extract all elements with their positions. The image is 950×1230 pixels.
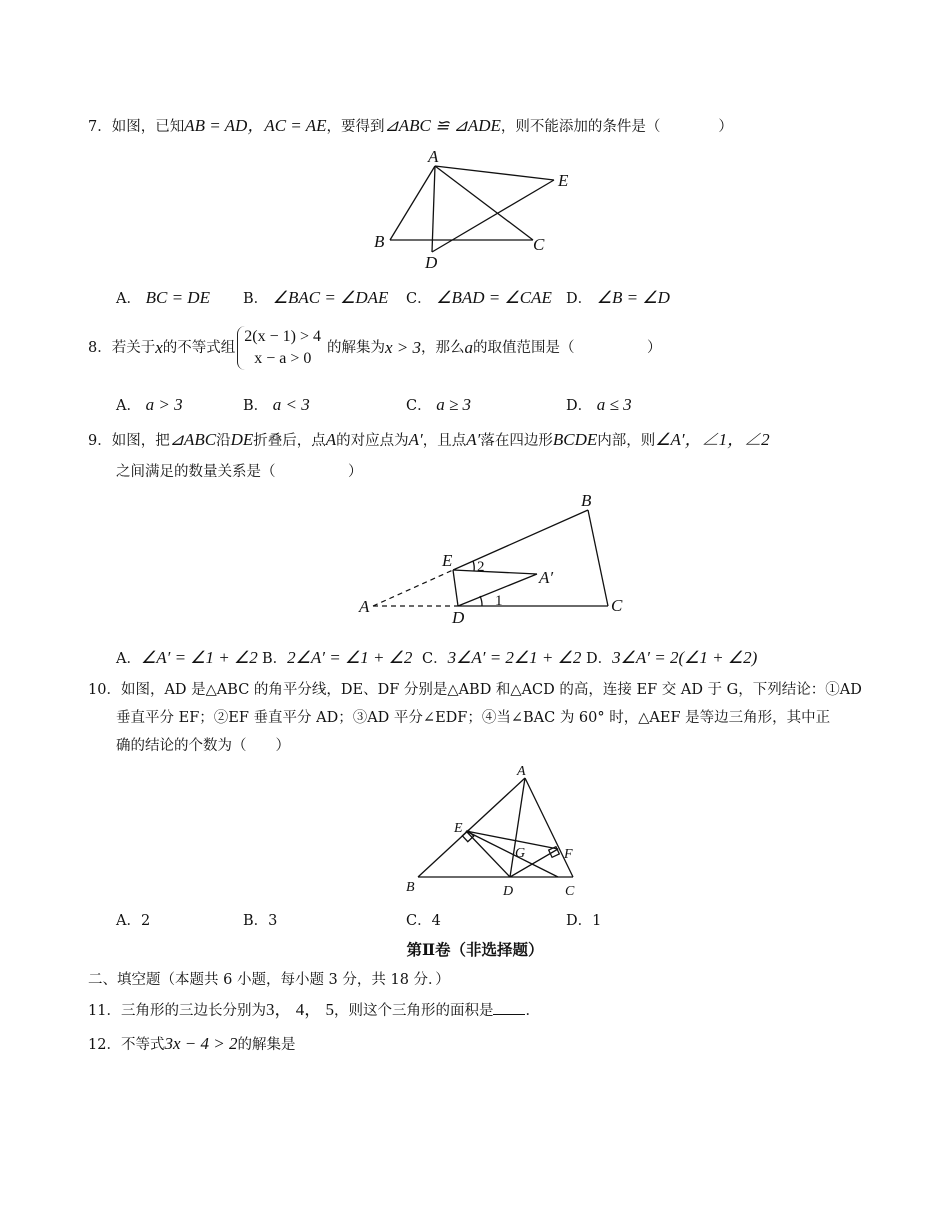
q7-label-D: D <box>425 253 438 272</box>
q9-label-C: C <box>611 596 623 615</box>
q7-option-a[interactable]: A． BC = DE <box>116 288 210 307</box>
q8-option-d[interactable]: D． a ≤ 3 <box>566 395 632 414</box>
q10-stem-line1: 10．如图，AD 是△ABC 的角平分线，DE、DF 分别是△ABD 和△ACD 的高，连接 EF 交 AD 于 G，下列结论：①AD <box>88 682 862 698</box>
section-title: 二、填空题（本题共 6 小题，每小题 3 分，共 18 分．） <box>88 972 450 988</box>
q10-stem-line2: 垂直平分 EF；②EF 垂直平分 AD；③AD 平分∠EDF；④当∠BAC 为 60° 时，△AEF 是等边三角形，其中正 <box>116 710 831 726</box>
q7-option-b[interactable]: B． ∠BAC = ∠DAE <box>243 288 389 307</box>
q12-stem: 12．不等式3x − 4 > 2的解集是 <box>88 1034 296 1053</box>
q8-option-c[interactable]: C． a ≥ 3 <box>406 395 472 414</box>
q9-label-2: 2 <box>477 559 485 575</box>
q10-label-E: E <box>454 821 463 836</box>
q7-label-E: E <box>558 171 569 190</box>
q11-stem: 11．三角形的三边长分别为3， 4， 5，则这个三角形的面积是 ． <box>88 1000 540 1019</box>
q10-stem-line3: 确的结论的个数为（ ） <box>116 738 290 754</box>
q7-label-B: B <box>374 232 385 251</box>
q8-stem: 8．若关于x的不等式组2(x − 1) > 4 x − a > 0的解集为x > 3，那么a的取值范围是（ ） <box>88 326 662 370</box>
q7-label-C: C <box>533 235 545 254</box>
q10-label-F: F <box>564 847 573 862</box>
q9-option-d[interactable]: D．3∠A′ = 2(∠1 + ∠2) <box>586 648 758 667</box>
q9-label-1: 1 <box>495 593 503 609</box>
q10-label-G: G <box>515 846 526 861</box>
q8-inequality-system: 2(x − 1) > 4 x − a > 0 <box>237 326 325 370</box>
q7-stem: 7．如图，已知AB = AD，AC = AE，要得到⊿ABC ≌ ⊿ADE，则不能添加的条件是（ ） <box>88 116 733 135</box>
q11-answer-blank[interactable] <box>493 1000 525 1015</box>
q9-label-D: D <box>452 608 465 627</box>
q9-option-b[interactable]: B．2∠A′ = ∠1 + ∠2 <box>262 648 413 667</box>
q9-option-c[interactable]: C．3∠A′ = 2∠1 + ∠2 <box>422 648 582 667</box>
q10-option-a[interactable]: A．2 <box>116 913 151 929</box>
q7-option-c[interactable]: C． ∠BAD = ∠CAE <box>406 288 552 307</box>
q7-label-A: A <box>428 148 439 166</box>
part2-heading: 第Ⅱ卷（非选择题） <box>406 940 544 959</box>
q10-option-c[interactable]: C．4 <box>406 913 441 929</box>
q9-label-B: B <box>581 491 592 510</box>
q10-label-B: B <box>406 880 415 895</box>
q10-option-b[interactable]: B．3 <box>243 913 278 929</box>
q10-label-D: D <box>503 884 514 899</box>
q9-label-A: A <box>359 597 370 616</box>
q10-figure <box>400 762 600 902</box>
q10-option-d[interactable]: D．1 <box>566 913 602 929</box>
q7-option-d[interactable]: D． ∠B = ∠D <box>566 288 670 307</box>
q9-stem-line1: 9．如图，把⊿ABC沿DE折叠后，点A的对应点为A′，且点A′落在四边形BCDE内部，则∠A′，∠1，∠2 <box>88 430 770 449</box>
q10-label-A: A <box>517 764 526 779</box>
q9-label-Aprime: A′ <box>539 568 554 587</box>
q10-label-C: C <box>565 884 575 899</box>
q7-figure <box>365 148 605 278</box>
q8-option-b[interactable]: B． a < 3 <box>243 395 310 414</box>
q9-figure <box>355 488 655 628</box>
q9-option-a[interactable]: A．∠A′ = ∠1 + ∠2 <box>116 648 258 667</box>
q8-option-a[interactable]: A． a > 3 <box>116 395 183 414</box>
q9-label-E: E <box>442 551 453 570</box>
q9-stem-line2: 之间满足的数量关系是（ ） <box>116 464 363 480</box>
